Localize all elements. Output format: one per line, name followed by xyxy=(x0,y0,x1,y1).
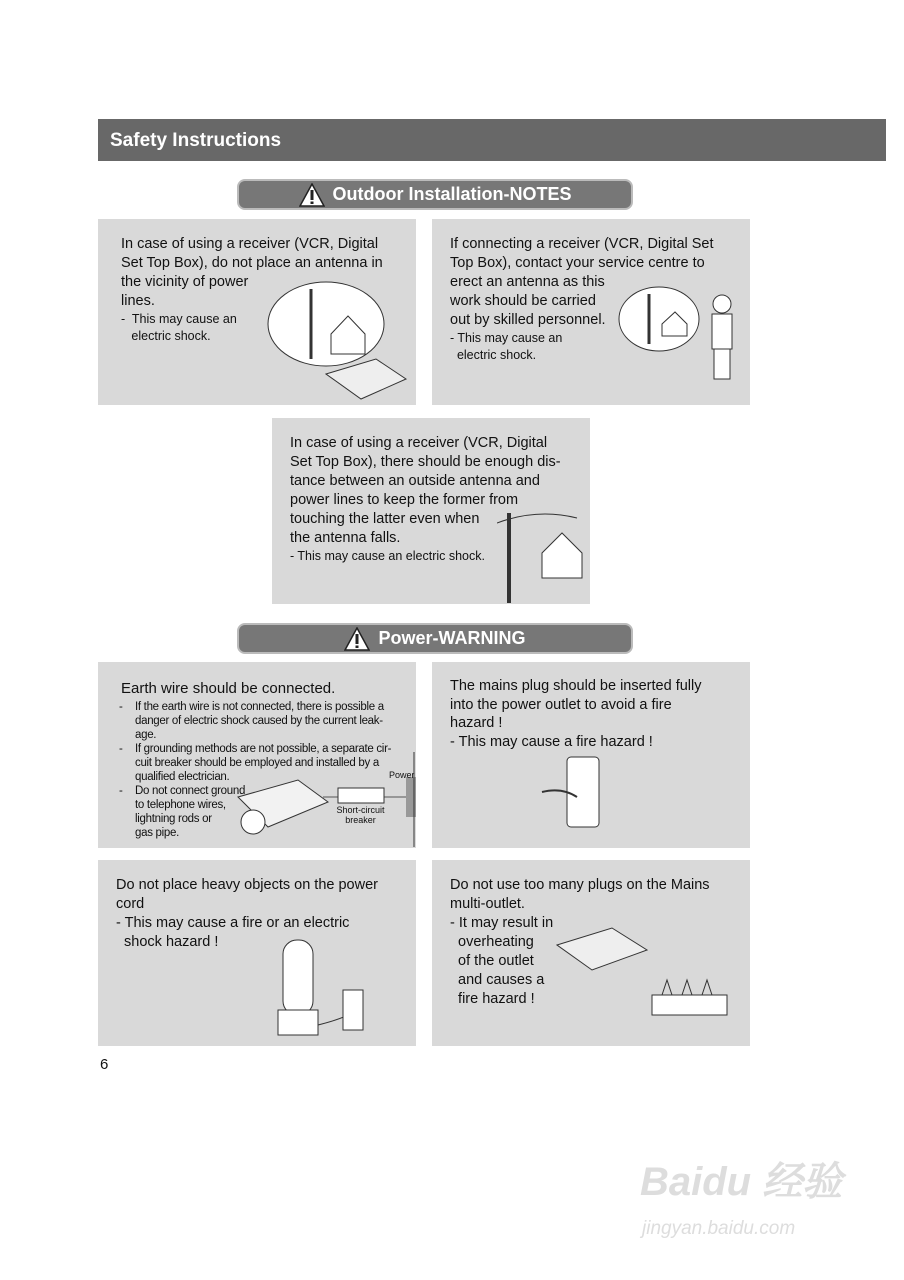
text-line: qualified electrician. xyxy=(135,771,230,783)
text-line: - It may result in xyxy=(450,915,554,931)
warning-heavy-objects xyxy=(98,860,416,1046)
warning-earth-wire xyxy=(98,662,416,848)
text-line: - This may cause a fire or an electric xyxy=(116,915,350,931)
text-line: and causes a xyxy=(450,972,545,988)
watermark-logo: Baidu 经验 xyxy=(640,1160,843,1204)
text-line: Set Top Box), there should be enough dis- xyxy=(290,454,561,470)
antenna-illustration xyxy=(266,274,411,404)
text-line: In case of using a receiver (VCR, Digital xyxy=(121,236,379,252)
text-line: multi-outlet. xyxy=(450,896,525,912)
text-line: out by skilled personnel. xyxy=(450,312,606,328)
text-line: Do not connect ground xyxy=(135,785,246,797)
text-line: power lines to keep the former from xyxy=(290,492,519,508)
note-line: electric shock. xyxy=(450,348,537,362)
text-line: Do not use too many plugs on the Mains xyxy=(450,877,710,893)
heading: Earth wire should be connected. xyxy=(121,680,336,697)
watermark-url: jingyan.baidu.com xyxy=(642,1218,796,1239)
breaker-label xyxy=(333,805,388,825)
outdoor-title: Outdoor Installation-NOTES xyxy=(332,184,572,204)
text-line: Top Box), contact your service centre to xyxy=(450,255,705,271)
text-line: erect an antenna as this xyxy=(450,274,605,290)
outdoor-banner xyxy=(237,179,633,210)
text-line: of the outlet xyxy=(450,953,534,969)
text-line: work should be carried xyxy=(450,293,596,309)
text-line: cuit breaker should be employed and installed by a xyxy=(135,757,379,769)
text-line: gas pipe. xyxy=(135,827,179,839)
plug-outlet-illustration xyxy=(532,752,612,832)
note-antenna-power-lines xyxy=(98,219,416,405)
note-service-centre xyxy=(432,219,750,405)
text-line: touching the latter even when xyxy=(290,511,480,527)
text-line: danger of electric shock caused by the current leak- xyxy=(135,715,383,727)
text-line: overheating xyxy=(450,934,534,950)
text-line: If the earth wire is not connected, there is possible a xyxy=(135,701,384,713)
text-line: age. xyxy=(135,729,157,741)
power-title: Power-WARNING xyxy=(378,628,526,648)
technician-illustration xyxy=(617,284,747,394)
page-header: Safety Instructions xyxy=(98,119,886,161)
text-line: The mains plug should be inserted fully xyxy=(450,678,702,694)
page-number: 6 xyxy=(100,1056,109,1073)
overloaded-outlet-illustration xyxy=(552,920,747,1035)
text-line: If connecting a receiver (VCR, Digital Set xyxy=(450,236,714,252)
warning-mains-plug xyxy=(432,662,750,848)
text-line: hazard ! xyxy=(450,715,503,731)
text-line: If grounding methods are not possible, a separate cir- xyxy=(135,743,392,755)
text-line: breaker xyxy=(345,815,376,825)
warning-multi-outlet xyxy=(432,860,750,1046)
text-line: fire hazard ! xyxy=(450,991,535,1007)
note-line: - This may cause an xyxy=(121,312,237,326)
text-line: lines. xyxy=(121,293,155,309)
cactus-cord-illustration xyxy=(248,930,388,1040)
text-line: Short-circuit xyxy=(336,805,385,815)
text-line: In case of using a receiver (VCR, Digital xyxy=(290,435,548,451)
text-line: to telephone wires, xyxy=(135,799,226,811)
text-line: Set Top Box), do not place an antenna in xyxy=(121,255,383,271)
receiver-breaker-illustration xyxy=(228,752,416,847)
note-line: - This may cause an electric shock. xyxy=(290,549,485,563)
power-banner xyxy=(237,623,633,654)
text-line: Do not place heavy objects on the power xyxy=(116,877,378,893)
house-antenna-illustration xyxy=(497,508,587,603)
list-item: - If the earth wire is not connected, there is possible a danger of electric shock caused by the current leak- age. xyxy=(119,701,384,741)
text-line: - This may cause a fire hazard ! xyxy=(450,733,653,750)
note-antenna-distance xyxy=(272,418,590,604)
text-line: the vicinity of power xyxy=(121,274,249,290)
note-line: - This may cause an xyxy=(450,331,563,345)
power-label: Power xyxy=(389,770,415,780)
note-line: electric shock. xyxy=(121,329,211,343)
warning-icon xyxy=(299,183,325,207)
text-line: into the power outlet to avoid a fire xyxy=(450,696,672,713)
list-item: - Do not connect ground to telephone wires, lightning rods or gas pipe. xyxy=(119,785,246,839)
warning-icon xyxy=(344,627,370,651)
text-line: cord xyxy=(116,896,145,912)
text-line: lightning rods or xyxy=(135,813,212,825)
list-item: - If grounding methods are not possible, a separate cir- cuit breaker should be employed and installed by a qualified electrician. xyxy=(119,743,392,783)
text-line: tance between an outside antenna and xyxy=(290,473,540,489)
text-line: the antenna falls. xyxy=(290,530,401,546)
text-line: shock hazard ! xyxy=(116,934,219,950)
